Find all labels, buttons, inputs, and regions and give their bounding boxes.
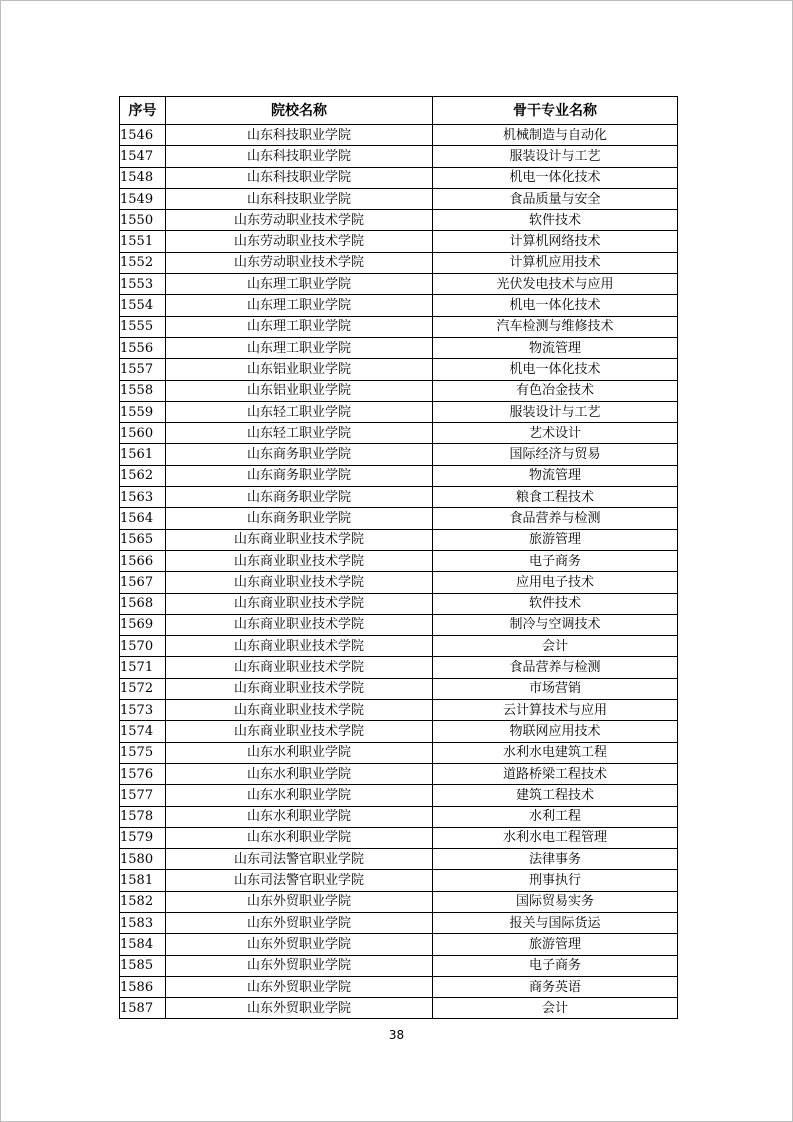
major-name-cell: 机电一体化技术 (433, 167, 678, 188)
table-row (120, 593, 678, 614)
table-row (120, 210, 678, 231)
school-name-cell: 山东商业职业技术学院 (166, 550, 433, 571)
major-name-cell: 商务英语 (433, 976, 678, 997)
major-name-cell: 国际经济与贸易 (433, 444, 678, 465)
table-row (120, 636, 678, 657)
table-row (120, 763, 678, 784)
major-name-cell: 应用电子技术 (433, 572, 678, 593)
major-name-cell: 物流管理 (433, 465, 678, 486)
school-name-cell: 山东商业职业技术学院 (166, 529, 433, 550)
serial-number-cell: 1581 (120, 870, 166, 891)
majors-table (119, 96, 678, 1019)
serial-number-cell: 1559 (120, 401, 166, 422)
serial-number-cell: 1574 (120, 721, 166, 742)
serial-number-cell: 1562 (120, 465, 166, 486)
serial-number-cell: 1565 (120, 529, 166, 550)
table-row (120, 508, 678, 529)
school-name-cell: 山东理工职业学院 (166, 337, 433, 358)
school-name-cell: 山东商业职业技术学院 (166, 700, 433, 721)
school-name-cell: 山东外贸职业学院 (166, 976, 433, 997)
serial-number-cell: 1547 (120, 146, 166, 167)
major-name-cell: 服装设计与工艺 (433, 401, 678, 422)
table-row (120, 274, 678, 295)
school-name-cell: 山东商业职业技术学院 (166, 657, 433, 678)
table-row (120, 146, 678, 167)
table-row (120, 955, 678, 976)
table-row (120, 998, 678, 1019)
major-name-cell: 艺术设计 (433, 423, 678, 444)
major-name-cell: 机械制造与自动化 (433, 125, 678, 146)
school-name-cell: 山东外贸职业学院 (166, 955, 433, 976)
table-row (120, 529, 678, 550)
table-body (120, 125, 678, 1019)
page-number: 38 (388, 1028, 405, 1042)
major-name-cell: 汽车检测与维修技术 (433, 316, 678, 337)
serial-number-cell: 1578 (120, 806, 166, 827)
major-name-cell: 水利水电建筑工程 (433, 742, 678, 763)
table-row (120, 700, 678, 721)
serial-number-cell: 1555 (120, 316, 166, 337)
major-name-cell: 粮食工程技术 (433, 487, 678, 508)
table-row (120, 785, 678, 806)
serial-number-cell: 1553 (120, 274, 166, 295)
school-name-cell: 山东铝业职业学院 (166, 359, 433, 380)
school-name-cell: 山东水利职业学院 (166, 827, 433, 848)
major-name-cell: 有色冶金技术 (433, 380, 678, 401)
major-name-cell: 机电一体化技术 (433, 359, 678, 380)
school-name-cell: 山东轻工职业学院 (166, 401, 433, 422)
serial-number-cell: 1557 (120, 359, 166, 380)
school-name-cell: 山东理工职业学院 (166, 316, 433, 337)
serial-number-cell: 1551 (120, 231, 166, 252)
serial-number-cell: 1585 (120, 955, 166, 976)
table-row (120, 465, 678, 486)
school-name-cell: 山东轻工职业学院 (166, 423, 433, 444)
serial-number-cell: 1561 (120, 444, 166, 465)
table-row (120, 849, 678, 870)
serial-number-cell: 1563 (120, 487, 166, 508)
school-name-cell: 山东商业职业技术学院 (166, 593, 433, 614)
school-name-cell: 山东商业职业技术学院 (166, 614, 433, 635)
school-name-cell: 山东科技职业学院 (166, 125, 433, 146)
table-row (120, 252, 678, 273)
major-name-cell: 水利工程 (433, 806, 678, 827)
school-name-cell: 山东商业职业技术学院 (166, 636, 433, 657)
school-name-cell: 山东水利职业学院 (166, 742, 433, 763)
serial-number-cell: 1558 (120, 380, 166, 401)
school-name-cell: 山东理工职业学院 (166, 274, 433, 295)
table-row (120, 870, 678, 891)
table-row (120, 444, 678, 465)
major-name-cell: 道路桥梁工程技术 (433, 763, 678, 784)
major-name-cell: 软件技术 (433, 210, 678, 231)
serial-number-cell: 1573 (120, 700, 166, 721)
serial-number-cell: 1546 (120, 125, 166, 146)
major-name-cell: 旅游管理 (433, 934, 678, 955)
major-name-cell: 物流管理 (433, 337, 678, 358)
school-name-cell: 山东外贸职业学院 (166, 998, 433, 1019)
major-name-cell: 会计 (433, 998, 678, 1019)
major-name-cell: 光伏发电技术与应用 (433, 274, 678, 295)
table-row (120, 934, 678, 955)
serial-number-cell: 1550 (120, 210, 166, 231)
school-name-cell: 山东商务职业学院 (166, 465, 433, 486)
table-row (120, 550, 678, 571)
serial-number-cell: 1575 (120, 742, 166, 763)
serial-number-cell: 1554 (120, 295, 166, 316)
major-name-cell: 市场营销 (433, 678, 678, 699)
school-name-cell: 山东劳动职业技术学院 (166, 231, 433, 252)
school-name-cell: 山东商业职业技术学院 (166, 721, 433, 742)
major-name-cell: 食品质量与安全 (433, 188, 678, 209)
school-name-cell: 山东劳动职业技术学院 (166, 210, 433, 231)
serial-number-cell: 1568 (120, 593, 166, 614)
school-name-cell: 山东科技职业学院 (166, 146, 433, 167)
school-name-cell: 山东外贸职业学院 (166, 934, 433, 955)
school-name-cell: 山东商业职业技术学院 (166, 572, 433, 593)
major-name-cell: 法律事务 (433, 849, 678, 870)
major-name-cell: 会计 (433, 636, 678, 657)
serial-number-cell: 1587 (120, 998, 166, 1019)
school-name-cell: 山东水利职业学院 (166, 806, 433, 827)
table-row (120, 337, 678, 358)
serial-number-cell: 1583 (120, 912, 166, 933)
school-name-cell: 山东劳动职业技术学院 (166, 252, 433, 273)
serial-number-cell: 1584 (120, 934, 166, 955)
table-row (120, 657, 678, 678)
major-name-cell: 水利水电工程管理 (433, 827, 678, 848)
header-school-name: 院校名称 (166, 97, 433, 125)
serial-number-cell: 1564 (120, 508, 166, 529)
table-row (120, 295, 678, 316)
school-name-cell: 山东外贸职业学院 (166, 891, 433, 912)
serial-number-cell: 1569 (120, 614, 166, 635)
school-name-cell: 山东水利职业学院 (166, 763, 433, 784)
major-name-cell: 云计算技术与应用 (433, 700, 678, 721)
table-row (120, 891, 678, 912)
table-row (120, 188, 678, 209)
serial-number-cell: 1579 (120, 827, 166, 848)
serial-number-cell: 1556 (120, 337, 166, 358)
serial-number-cell: 1576 (120, 763, 166, 784)
school-name-cell: 山东外贸职业学院 (166, 912, 433, 933)
major-name-cell: 食品营养与检测 (433, 657, 678, 678)
serial-number-cell: 1570 (120, 636, 166, 657)
serial-number-cell: 1548 (120, 167, 166, 188)
table-row (120, 912, 678, 933)
school-name-cell: 山东司法警官职业学院 (166, 870, 433, 891)
serial-number-cell: 1552 (120, 252, 166, 273)
major-name-cell: 报关与国际货运 (433, 912, 678, 933)
school-name-cell: 山东商务职业学院 (166, 444, 433, 465)
table-row (120, 359, 678, 380)
serial-number-cell: 1567 (120, 572, 166, 593)
major-name-cell: 电子商务 (433, 550, 678, 571)
school-name-cell: 山东科技职业学院 (166, 188, 433, 209)
school-name-cell: 山东理工职业学院 (166, 295, 433, 316)
table-row (120, 806, 678, 827)
table-row (120, 231, 678, 252)
major-name-cell: 旅游管理 (433, 529, 678, 550)
school-name-cell: 山东司法警官职业学院 (166, 849, 433, 870)
table-row (120, 167, 678, 188)
major-name-cell: 物联网应用技术 (433, 721, 678, 742)
table-row (120, 742, 678, 763)
major-name-cell: 建筑工程技术 (433, 785, 678, 806)
table-row (120, 423, 678, 444)
serial-number-cell: 1586 (120, 976, 166, 997)
serial-number-cell: 1560 (120, 423, 166, 444)
header-serial-number: 序号 (120, 97, 166, 125)
table-row (120, 125, 678, 146)
table-row (120, 380, 678, 401)
school-name-cell: 山东商务职业学院 (166, 487, 433, 508)
table-row (120, 487, 678, 508)
major-name-cell: 计算机应用技术 (433, 252, 678, 273)
table-row (120, 827, 678, 848)
table-row (120, 976, 678, 997)
table-row (120, 721, 678, 742)
major-name-cell: 国际贸易实务 (433, 891, 678, 912)
serial-number-cell: 1566 (120, 550, 166, 571)
major-name-cell: 计算机网络技术 (433, 231, 678, 252)
school-name-cell: 山东铝业职业学院 (166, 380, 433, 401)
school-name-cell: 山东水利职业学院 (166, 785, 433, 806)
major-name-cell: 电子商务 (433, 955, 678, 976)
serial-number-cell: 1571 (120, 657, 166, 678)
table-row (120, 316, 678, 337)
table-header-row (120, 97, 678, 125)
major-name-cell: 软件技术 (433, 593, 678, 614)
major-name-cell: 服装设计与工艺 (433, 146, 678, 167)
school-name-cell: 山东科技职业学院 (166, 167, 433, 188)
major-name-cell: 刑事执行 (433, 870, 678, 891)
major-name-cell: 机电一体化技术 (433, 295, 678, 316)
header-major-name: 骨干专业名称 (433, 97, 678, 125)
school-name-cell: 山东商务职业学院 (166, 508, 433, 529)
serial-number-cell: 1572 (120, 678, 166, 699)
serial-number-cell: 1577 (120, 785, 166, 806)
table-row (120, 572, 678, 593)
major-name-cell: 制冷与空调技术 (433, 614, 678, 635)
table-row (120, 614, 678, 635)
major-name-cell: 食品营养与检测 (433, 508, 678, 529)
serial-number-cell: 1582 (120, 891, 166, 912)
table-row (120, 678, 678, 699)
serial-number-cell: 1580 (120, 849, 166, 870)
school-name-cell: 山东商业职业技术学院 (166, 678, 433, 699)
serial-number-cell: 1549 (120, 188, 166, 209)
table-row (120, 401, 678, 422)
